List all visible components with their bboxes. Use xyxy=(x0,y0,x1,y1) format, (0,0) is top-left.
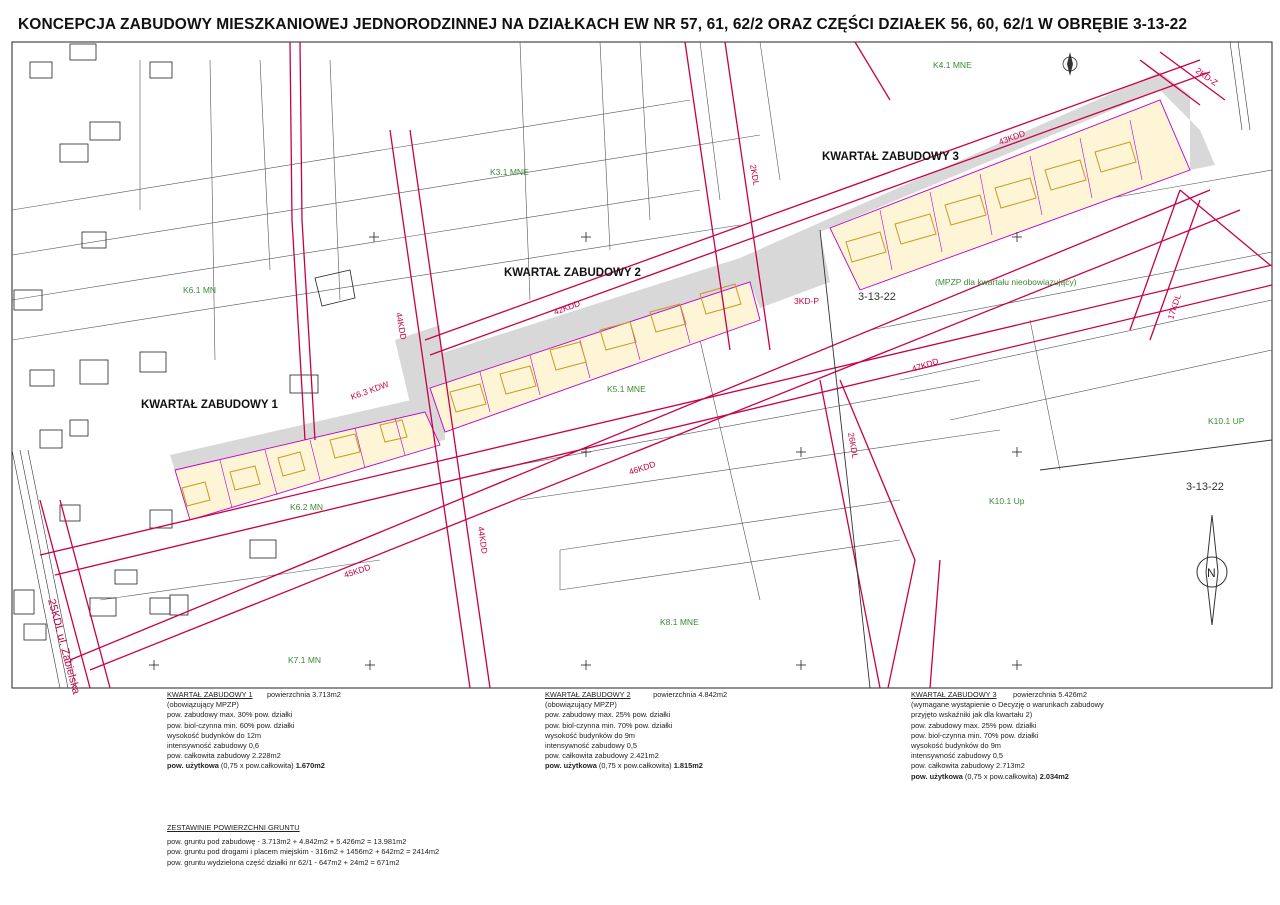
legend-line: (wymagane wystąpienie o Decyzję o warunkach zabudowy xyxy=(911,700,1104,710)
zone-label: K8.1 MNE xyxy=(660,617,699,627)
legend-line: pow. całkowita zabudowy 2.228m2 xyxy=(167,751,281,761)
road-label: 17KDL xyxy=(1165,292,1183,321)
road-label: 45KDD xyxy=(342,561,372,580)
road-label: K6.3 KDW xyxy=(349,378,390,402)
svg-text:N: N xyxy=(1207,566,1216,580)
zone-label: K6.1 MN xyxy=(183,285,217,295)
legend-area: powierzchnia 5.426m2 xyxy=(1013,690,1087,699)
summary-heading: ZESTAWINIE POWIERZCHNI GRUNTU xyxy=(167,823,300,832)
summary-line: pow. gruntu pod drogami i placem miejskim - 316m2 + 1456m2 + 642m2 = 2414m2 xyxy=(167,847,440,857)
quarter-label-2: KWARTAŁ ZABUDOWY 2 xyxy=(504,267,641,279)
zone-label: K7.1 MN xyxy=(288,655,322,665)
precinct-label: 3-13-22 xyxy=(1186,481,1224,493)
road-label: 26KDL xyxy=(846,431,861,459)
legend-quarter-2 xyxy=(545,690,727,772)
zone-label: K6.2 MN xyxy=(290,502,324,512)
usable-value: 1.815m2 xyxy=(673,761,703,771)
legend-area: powierzchnia 4.842m2 xyxy=(653,690,728,699)
precinct-label: 3-13-22 xyxy=(858,291,896,303)
area-summary xyxy=(167,823,439,868)
legend-heading: KWARTAŁ ZABUDOWY 3 xyxy=(911,690,997,699)
usable-value: 2.034m2 xyxy=(1039,771,1069,781)
legend-line: pow. zabudowy max. 30% pow. działki xyxy=(167,710,293,720)
zone-label: K5.1 MNE xyxy=(607,384,646,394)
legend-line: pow. biol-czynna min. 70% pow. działki xyxy=(911,730,1039,740)
summary-line: pow. gruntu wydzielona część działki nr 62/1 - 647m2 + 24m2 = 671m2 xyxy=(167,857,400,867)
usable-value: 1.670m2 xyxy=(295,761,325,771)
north-arrow-large xyxy=(1197,515,1227,625)
legend-line: wysokość budynków do 9m xyxy=(911,741,1001,751)
zabielska-street xyxy=(40,500,110,688)
legend-line: pow. biol-czynna min. 70% pow. działki xyxy=(545,720,673,730)
road-label: 43KDD xyxy=(997,128,1027,147)
legend-line: intensywność zabudowy 0,5 xyxy=(545,741,638,751)
road-label: 47KDD xyxy=(910,355,940,374)
legend-quarter-3 xyxy=(911,690,1104,782)
usable-label: pow. użytkowa xyxy=(167,761,219,771)
summary-line: pow. gruntu pod zabudowę - 3.713m2 + 4.842m2 + 5.426m2 = 13.981m2 xyxy=(167,837,407,847)
road-label: 44KDD xyxy=(394,311,409,341)
road-label: 46KDD xyxy=(627,458,657,477)
page-title: KONCEPCJA ZABUDOWY MIESZKANIOWEJ JEDNORODZINNEJ NA DZIAŁKACH EW NR 57, 61, 62/2 ORAZ CZĘŚCI DZIAŁEK 56, 60, 62/1 W OBRĘBIE 3-13-22 xyxy=(18,16,1188,33)
legend-quarter-1 xyxy=(167,690,341,772)
legend-line: (obowiązujący MPZP) xyxy=(545,700,617,710)
road-label: 2KDL xyxy=(748,163,762,187)
quarter-label-1: KWARTAŁ ZABUDOWY 1 xyxy=(141,399,278,411)
legend-area: powierzchnia 3.713m2 xyxy=(266,690,341,699)
mpzp-note: (MPZP dla kwartału nieobowiązujący) xyxy=(935,277,1077,287)
legend-line: pow. zabudowy max. 25% pow. działki xyxy=(911,720,1037,730)
street-label: 25KDL ul. Zabielska xyxy=(45,597,83,696)
legend-line: wysokość budynków do 12m xyxy=(167,730,262,740)
road-label: 44KDD xyxy=(476,525,490,555)
usable-formula: (0,75 x pow.całkowita) xyxy=(962,771,1040,781)
building-plots xyxy=(175,100,1190,520)
existing-buildings xyxy=(14,44,355,640)
road-label: 2KD-Z xyxy=(1193,65,1220,88)
legend-line: przyjęto wskaźniki jak dla kwartału 2) xyxy=(911,710,1033,720)
usable-formula: (0,75 x pow.całkowita) xyxy=(596,761,674,771)
legend-line: (obowiązujący MPZP) xyxy=(167,700,239,710)
legend-heading: KWARTAŁ ZABUDOWY 2 xyxy=(545,690,631,699)
legend-line: pow. biol-czynna min. 60% pow. działki xyxy=(167,720,295,730)
railway-right xyxy=(1230,42,1250,130)
legend-line: pow. całkowita zabudowy 2.421m2 xyxy=(545,751,659,761)
usable-formula: (0,75 x pow.całkowita) xyxy=(218,761,296,771)
legend-heading: KWARTAŁ ZABUDOWY 1 xyxy=(167,690,253,699)
quarter-label-3: KWARTAŁ ZABUDOWY 3 xyxy=(822,151,959,163)
legend-line: pow. zabudowy max. 25% pow. działki xyxy=(545,710,671,720)
usable-label: pow. użytkowa xyxy=(911,771,963,781)
zone-label: K10.1 Up xyxy=(989,496,1025,506)
zone-label: K3.1 MNE xyxy=(490,167,529,177)
legend-line: wysokość budynków do 9m xyxy=(545,730,635,740)
zone-label: K10.1 UP xyxy=(1208,416,1245,426)
zone-label: K4.1 MNE xyxy=(933,60,972,70)
legend-line: intensywność zabudowy 0,5 xyxy=(911,751,1004,761)
legend-line: pow. całkowita zabudowy 2.713m2 xyxy=(911,761,1025,771)
internal-roads xyxy=(170,72,1215,470)
legend-line: intensywność zabudowy 0,6 xyxy=(167,741,260,751)
north-arrow-small xyxy=(1063,52,1077,76)
road-label: 3KD-P xyxy=(794,296,820,306)
road-label: 42KDD xyxy=(552,298,582,317)
usable-label: pow. użytkowa xyxy=(545,761,597,771)
